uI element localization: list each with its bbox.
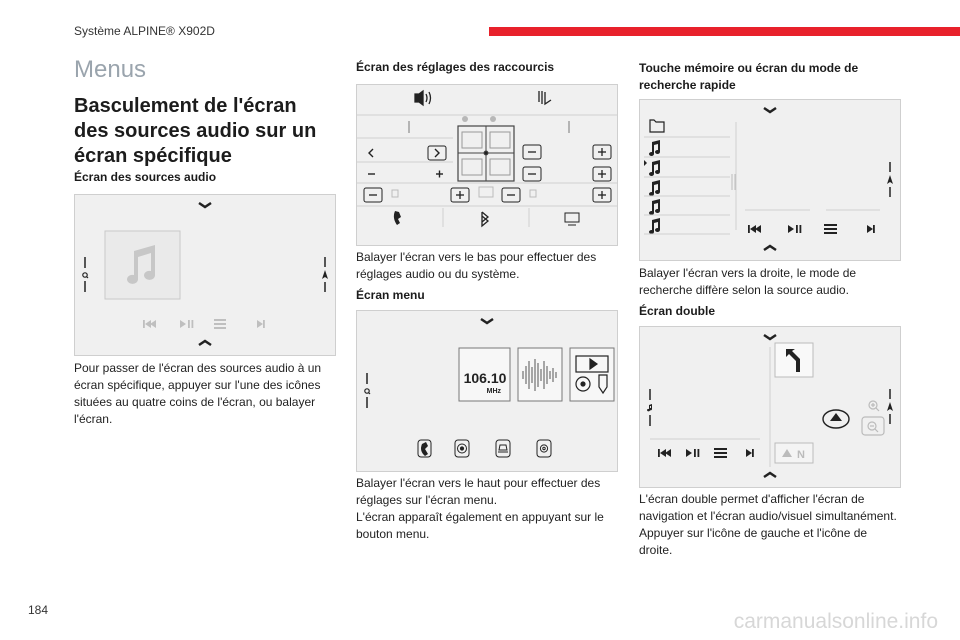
- arrow-left-icon: [369, 149, 373, 157]
- radio-frequency: 106.10: [463, 370, 507, 386]
- plus-button: [593, 188, 611, 202]
- minus-button: [502, 188, 520, 202]
- play-pause-icon: [686, 449, 699, 457]
- equalizer-icon: [214, 319, 226, 329]
- music-note-icon: [644, 160, 660, 176]
- navigation-position-icon: [823, 410, 849, 428]
- swipe-down-chevron-icon: [199, 203, 211, 207]
- search-left-icon: [83, 257, 88, 292]
- folder-icon: [650, 120, 664, 132]
- radio-unit: MHz: [486, 388, 501, 395]
- swipe-down-chevron-icon: [764, 108, 776, 112]
- plus-button: [451, 188, 469, 202]
- next-track-icon: [867, 225, 875, 233]
- target-icon: [455, 440, 469, 457]
- music-note-icon: [649, 199, 660, 215]
- quick-search-text: Balayer l'écran vers la droite, le mode de recherche diffère selon la source audio.: [639, 266, 857, 297]
- running-header: Système ALPINE® X902D: [74, 24, 215, 38]
- subheading-shortcut-settings: Écran des réglages des raccourcis: [356, 60, 555, 74]
- next-track-icon: [257, 320, 265, 328]
- arrow-right-button: [428, 146, 446, 160]
- equalizer-icon: [824, 224, 837, 234]
- bluetooth-icon: [482, 212, 488, 226]
- section-title: Menus: [74, 56, 147, 83]
- swipe-down-chevron-icon: [481, 319, 493, 323]
- play-pause-icon: [788, 225, 801, 233]
- speaker-balance-grid-icon: [458, 126, 514, 181]
- compass-letter: N: [797, 449, 805, 461]
- search-left-icon: [365, 373, 370, 408]
- minus-button: [523, 167, 541, 181]
- shortcut-settings-text: Balayer l'écran vers le bas pour effectuer des réglages audio ou du système.: [356, 250, 597, 281]
- plus-button: [593, 145, 611, 159]
- minus-button: [364, 188, 382, 202]
- next-track-icon: [746, 449, 754, 457]
- settings-hand-icon: [539, 91, 551, 104]
- menu-screen-text-b: L'écran apparaît également en appuyant sur le bouton menu.: [356, 510, 604, 541]
- subheading-audio-sources: Écran des sources audio: [74, 170, 217, 184]
- equalizer-icon: [714, 448, 727, 458]
- map-right-icon: [887, 389, 893, 424]
- plus-button: [593, 167, 611, 181]
- dual-screen: [639, 326, 901, 488]
- compass-tile: [775, 443, 813, 463]
- map-right-icon: [887, 162, 893, 197]
- quick-search-screen: [639, 99, 901, 261]
- volume-icon: [415, 91, 431, 105]
- phone-icon: [418, 440, 431, 457]
- music-note-icon: [649, 218, 660, 234]
- car-icon: [496, 440, 510, 457]
- audio-sources-screen: [74, 194, 336, 356]
- fast-scroll-bar: [732, 174, 735, 190]
- menu-screen-text-a: Balayer l'écran vers le haut pour effectuer des réglages sur l'écran menu.: [356, 476, 601, 507]
- zoom-in-icon: [869, 401, 879, 411]
- gear-icon: [537, 440, 551, 457]
- swipe-up-chevron-icon: [764, 246, 776, 250]
- plus-icon: [436, 171, 443, 178]
- subheading-menu-screen: Écran menu: [356, 288, 425, 302]
- previous-track-icon: [143, 320, 156, 328]
- map-right-icon: [322, 257, 328, 292]
- minus-button: [523, 145, 541, 159]
- fader-icon: [479, 187, 493, 197]
- music-note-icon: [649, 140, 660, 156]
- main-heading: Basculement de l'écran des sources audio sur un écran spécifique: [74, 95, 317, 167]
- shortcut-settings-screen: [356, 84, 618, 246]
- previous-track-icon: [748, 225, 761, 233]
- music-note-left-icon: [647, 389, 652, 426]
- phone-mute-icon: [394, 211, 401, 225]
- accent-bar: [489, 27, 960, 36]
- swipe-up-chevron-icon: [764, 473, 776, 477]
- swipe-up-chevron-icon: [199, 341, 211, 345]
- swipe-down-chevron-icon: [764, 335, 776, 339]
- watermark: carmanualsonline.info: [733, 610, 938, 633]
- subheading-quick-search: Touche mémoire ou écran du mode de recherche rapide: [639, 61, 859, 92]
- page-number: 184: [28, 603, 49, 617]
- zoom-out-icon: [862, 417, 884, 435]
- navigation-turn-tile: [775, 343, 813, 377]
- subheading-dual-screen: Écran double: [639, 304, 716, 318]
- audio-sources-text: Pour passer de l'écran des sources audio à un écran spécifique, appuyer sur l'une des icônes situées au quatre coins de l'écran, ou balayer l'écran.: [74, 361, 322, 426]
- waveform-tile: [518, 348, 562, 401]
- music-note-icon: [649, 180, 660, 196]
- dual-screen-text: L'écran double permet d'afficher l'écran de navigation et l'écran audio/visuel simultanément. Appuyer sur l'icône de gauche et l'icône de droite.: [639, 492, 897, 557]
- play-pause-icon: [180, 320, 193, 328]
- display-icon: [565, 213, 579, 222]
- previous-track-icon: [658, 449, 671, 457]
- menu-screen: [356, 310, 618, 472]
